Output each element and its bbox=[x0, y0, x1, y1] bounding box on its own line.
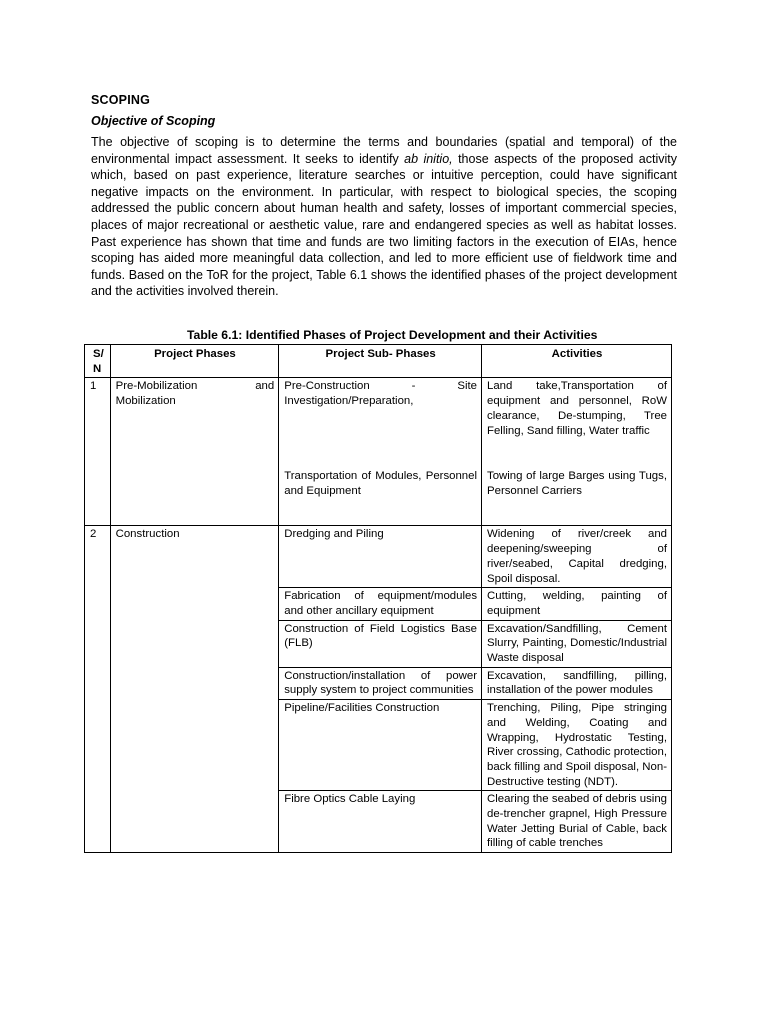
row-sub-phase: Fibre Optics Cable Laying bbox=[279, 791, 482, 853]
table-header-row bbox=[85, 345, 672, 378]
header-sn: S/ N bbox=[85, 345, 111, 378]
paragraph-italic-term: ab initio, bbox=[404, 151, 453, 166]
table-row bbox=[85, 526, 672, 588]
header-activities: Activities bbox=[482, 345, 672, 378]
row-sub-phase: Pipeline/Facilities Construction bbox=[279, 700, 482, 791]
section-subheading: Objective of Scoping bbox=[91, 114, 216, 128]
row-sub-phase: Dredging and Piling bbox=[279, 526, 482, 588]
table-caption: Table 6.1: Identified Phases of Project Development and their Activities bbox=[187, 328, 598, 342]
row-phase: Construction bbox=[110, 526, 279, 853]
row-activities: Widening of river/creek and deepening/sweeping of river/seabed, Capital dredging, Spoil disposal. bbox=[482, 526, 672, 588]
body-paragraph bbox=[91, 134, 677, 300]
row-sub-phase: Fabrication of equipment/modules and other ancillary equipment bbox=[279, 588, 482, 620]
phases-table bbox=[84, 344, 672, 853]
row-sn: 2 bbox=[85, 526, 111, 853]
header-project-sub-phases: Project Sub- Phases bbox=[279, 345, 482, 378]
row-sub-phase: Construction of Field Logistics Base (FLB) bbox=[279, 620, 482, 667]
row-sub-phase: Pre-Construction - Site Investigation/Preparation, bbox=[279, 378, 482, 469]
row-activities: Excavation/Sandfilling, Cement Slurry, Painting, Domestic/Industrial Waste disposal bbox=[482, 620, 672, 667]
row-activities: Towing of large Barges using Tugs, Personnel Carriers bbox=[482, 468, 672, 526]
section-heading: SCOPING bbox=[91, 93, 151, 107]
table-row bbox=[85, 378, 672, 469]
row-activities: Land take,Transportation of equipment and personnel, RoW clearance, De-stumping, Tree Felling, Sand filling, Water traffic bbox=[482, 378, 672, 469]
row-phase: Pre-Mobilization and Mobilization bbox=[110, 378, 279, 526]
header-project-phases: Project Phases bbox=[110, 345, 279, 378]
row-sn: 1 bbox=[85, 378, 111, 526]
row-activities: Cutting, welding, painting of equipment bbox=[482, 588, 672, 620]
paragraph-text-end: those aspects of the proposed activity which, based on past experience, literature searches or intuitive perception, could have significant negative impacts on the environment. In particular, with respect to biological species, the scoping addressed the public concern about human health and safety, losses of important commercial species, places of major recreational or aesthetic value, rare and endangered species as well as habitat losses. Past experience has shown that time and funds are two limiting factors in the execution of EIAs, hence scoping has aided more meaningful data collection, and led to more efficient use of fieldwork time and funds. Based on the ToR for the project, Table 6.1 shows the identified phases of the project development and the activities involved therein. bbox=[91, 151, 677, 299]
paragraph-text-start: The objective of scoping is to determine the terms and boundaries (spatial and temporal) of the environmental impact assessment. It seeks to identify bbox=[91, 135, 677, 166]
row-sub-phase: Transportation of Modules, Personnel and Equipment bbox=[279, 468, 482, 526]
row-sub-phase: Construction/installation of power supply system to project communities bbox=[279, 667, 482, 699]
row-activities: Clearing the seabed of debris using de-trencher grapnel, High Pressure Water Jetting Burial of Cable, back filling of cable trenches bbox=[482, 791, 672, 853]
row-activities: Excavation, sandfilling, pilling, installation of the power modules bbox=[482, 667, 672, 699]
row-activities: Trenching, Piling, Pipe stringing and Welding, Coating and Wrapping, Hydrostatic Testing, River crossing, Cathodic protection, back filling and Spoil disposal, Non-Destructive testing (NDT). bbox=[482, 700, 672, 791]
